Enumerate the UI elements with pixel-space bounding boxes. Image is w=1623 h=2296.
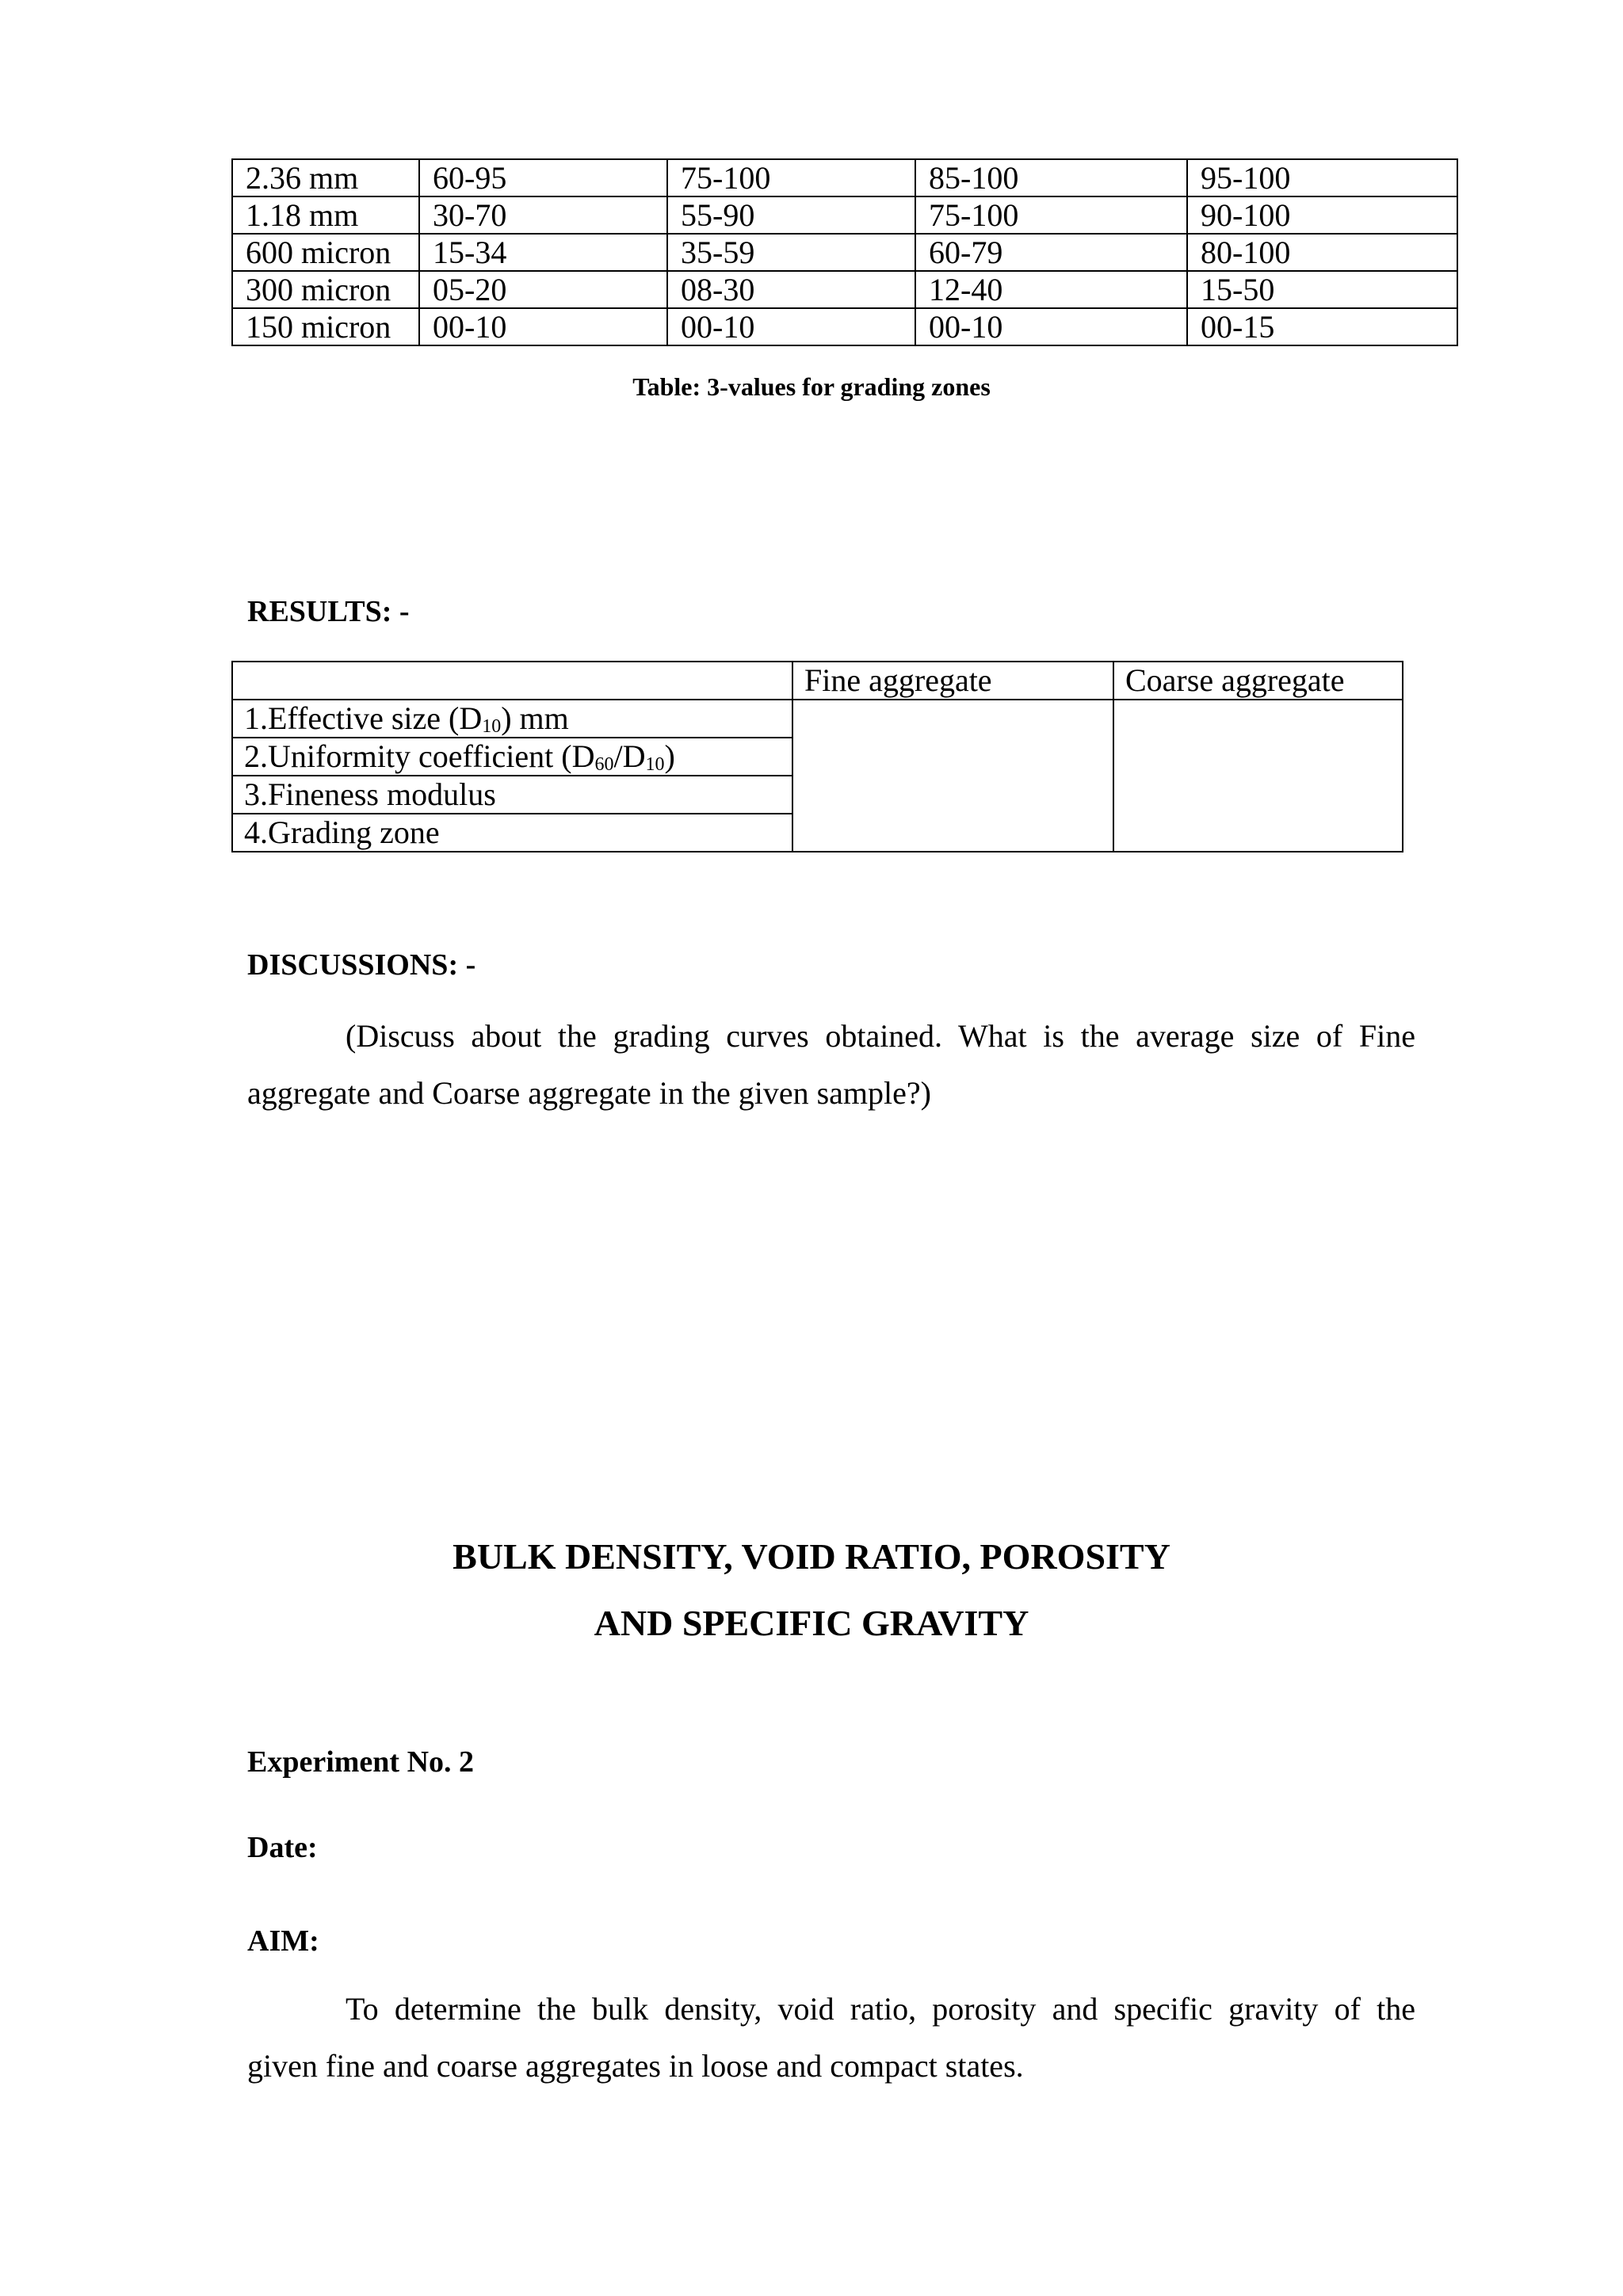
subscript: 60 [594, 754, 614, 775]
table-cell [232, 662, 792, 700]
table-cell: 90-100 [1187, 196, 1457, 234]
table-cell: 150 micron [232, 308, 419, 345]
paragraph-line: To determine the bulk density, void ratio, porosity and specific gravity of the [346, 1991, 1415, 2027]
aim-text [247, 1981, 1415, 2095]
row-label: 4.Grading zone [232, 814, 792, 852]
table-cell: 05-20 [419, 271, 667, 308]
table-row [232, 234, 1457, 271]
experiment-title-line2: AND SPECIFIC GRAVITY [594, 1603, 1029, 1643]
coarse-aggregate-value-cell[interactable] [1113, 700, 1403, 852]
table-row [232, 308, 1457, 345]
row-label-text: /D [613, 738, 646, 774]
column-header: Coarse aggregate [1113, 662, 1403, 700]
subscript: 10 [482, 716, 502, 737]
table-row [232, 662, 1403, 700]
results-heading: RESULTS: - [247, 595, 410, 628]
table-cell: 15-50 [1187, 271, 1457, 308]
table-cell: 75-100 [667, 159, 915, 196]
table-cell: 60-95 [419, 159, 667, 196]
table-cell: 95-100 [1187, 159, 1457, 196]
row-label-text: ) [664, 738, 675, 774]
subscript: 10 [645, 754, 665, 775]
table-cell: 30-70 [419, 196, 667, 234]
table-cell: 00-10 [419, 308, 667, 345]
paragraph-line: aggregate and Coarse aggregate in the given sample?) [247, 1075, 931, 1111]
row-label-text: 2.Uniformity coefficient (D [244, 738, 595, 774]
experiment-title: BULK DENSITY, VOID RATIO, POROSITY [453, 1536, 1170, 1577]
experiment-number: Experiment No. 2 [247, 1745, 475, 1779]
table-cell: 08-30 [667, 271, 915, 308]
column-header: Fine aggregate [792, 662, 1113, 700]
table-cell: 60-79 [915, 234, 1187, 271]
table-row [232, 196, 1457, 234]
table-cell: 300 micron [232, 271, 419, 308]
table-row [232, 271, 1457, 308]
table-cell: 75-100 [915, 196, 1187, 234]
row-label-text: ) mm [501, 700, 569, 736]
table-cell: 80-100 [1187, 234, 1457, 271]
table-row [232, 159, 1457, 196]
table-cell: 12-40 [915, 271, 1187, 308]
paragraph-line: given fine and coarse aggregates in loose and compact states. [247, 2048, 1024, 2084]
table-cell: 00-10 [915, 308, 1187, 345]
table-cell: 55-90 [667, 196, 915, 234]
table-cell: 85-100 [915, 159, 1187, 196]
table-cell: 00-15 [1187, 308, 1457, 345]
table-cell: 15-34 [419, 234, 667, 271]
discussions-text [247, 1008, 1415, 1122]
row-label-text: 1.Effective size (D [244, 700, 483, 736]
table-caption: Table: 3-values for grading zones [632, 372, 991, 401]
table-cell: 00-10 [667, 308, 915, 345]
table-cell: 1.18 mm [232, 196, 419, 234]
fine-aggregate-value-cell[interactable] [792, 700, 1113, 852]
grading-zones-table [231, 158, 1458, 346]
table-cell: 35-59 [667, 234, 915, 271]
row-label [232, 738, 792, 776]
table-cell: 600 micron [232, 234, 419, 271]
aim-heading: AIM: [247, 1924, 319, 1958]
date-label: Date: [247, 1831, 318, 1864]
discussions-heading: DISCUSSIONS: - [247, 948, 476, 982]
results-table [231, 661, 1403, 852]
table-cell: 2.36 mm [232, 159, 419, 196]
paragraph-line: (Discuss about the grading curves obtained. What is the average size of Fine [346, 1018, 1415, 1054]
row-label: 3.Fineness modulus [232, 776, 792, 814]
table-row [232, 700, 1403, 738]
row-label [232, 700, 792, 738]
